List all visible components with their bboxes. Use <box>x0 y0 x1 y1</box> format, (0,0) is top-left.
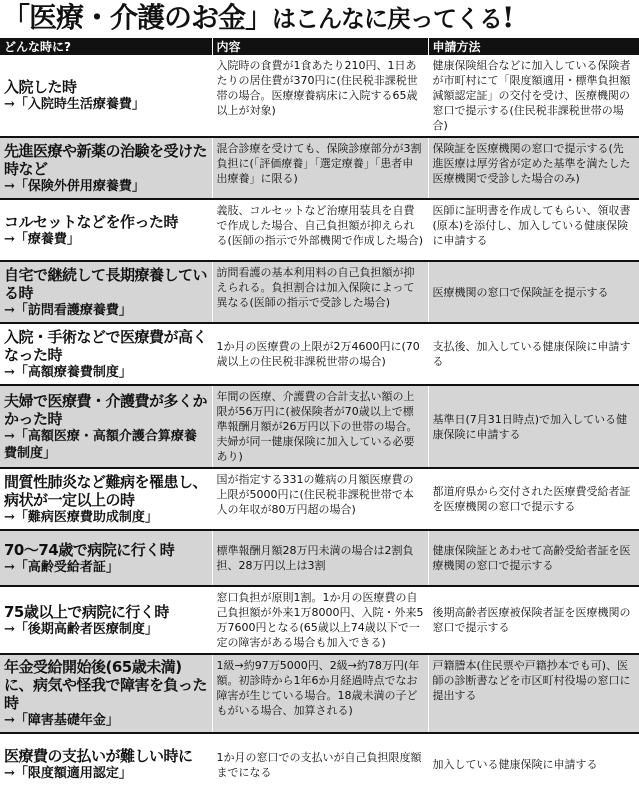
system-name: →「難病医療費助成制度」 <box>4 509 158 525</box>
system-name: →「限度額適用認定」 <box>4 766 132 781</box>
content-cell: 訪問看護の基本利用料の自己負担額が抑えられる。負担割合は加入保険によって異なる(医師の指示で受診した場合) <box>212 261 428 323</box>
content-cell: 義肢、コルセットなど治療用装具を自費で作成した場合、自己負担額が抑えられる(医師の指示で外部機関で作成した場合) <box>212 199 428 261</box>
table-row <box>0 137 639 199</box>
method-cell: 加入している健康保険に申請する <box>428 733 639 795</box>
title-main: 「医療・介護のお金」 <box>2 1 273 34</box>
table-row <box>0 654 639 733</box>
method-cell: 基準日(7月31日時点)で加入している健康保険に申請する <box>428 385 639 468</box>
situation-cell <box>0 733 212 795</box>
table-row <box>0 530 639 586</box>
system-name: →「高額療養費制度」 <box>4 364 132 380</box>
content-cell: 1か月の医療費の上限が2万4600円に(70歳以上の住民税非課税世帯の場合) <box>212 323 428 385</box>
content-cell: 年間の医療、介護費の合計支払い額の上限が56万円に(被保険者が70歳以上で標準報酬月額が26万円以下の世帯の場合。夫婦が同一健康保険に加入している必要あり) <box>212 385 428 468</box>
table-row <box>0 586 639 654</box>
method-cell: 戸籍謄本(住民票や戸籍抄本でも可)、医師の診断書などを市区町村役場の窓口に提出する <box>428 654 639 733</box>
method-cell: 健康保険証とあわせて高齢受給者証を医療機関の窓口で提示する <box>428 530 639 586</box>
content-cell: 窓口負担が原則1割。1か月の医療費の自己負担額が外来1万8000円、入院・外来5万7600円となる(65歳以上74歳以下で一定の障害がある場合も加入できる) <box>212 586 428 654</box>
situation-cell <box>0 55 212 137</box>
situation-title: 入院した時 <box>4 78 77 96</box>
title-suffix: はこんなに戻ってくる <box>272 4 503 33</box>
situation-title: コルセットなどを作った時 <box>4 212 179 231</box>
page-title <box>0 0 639 36</box>
table-row <box>0 199 639 261</box>
system-name: →「障害基礎年金」 <box>4 713 119 728</box>
situation-title: 70〜74歳で病院に行く時 <box>4 540 175 559</box>
situation-cell <box>0 199 212 261</box>
situation-title: 医療費の支払いが難しい時に <box>4 747 193 765</box>
situation-cell <box>0 468 212 530</box>
table-body <box>0 55 639 795</box>
content-cell: 1か月の窓口での支払いが自己負担限度額までになる <box>212 733 428 795</box>
table-row <box>0 261 639 323</box>
situation-title: 間質性肺炎など難病を罹患し、病状が一定以上の時 <box>4 472 208 509</box>
situation-cell <box>0 261 212 323</box>
situation-title: 年金受給開始後(65歳未満)に、病気や怪我で障害を負った時 <box>4 658 208 712</box>
situation-title: 先進医療や新薬の治験を受けた時など <box>4 141 208 178</box>
content-cell: 入院時の食費が1食あたり210円、1日あたりの居住費が370円に(住民税非課税世帯の場合。医療療養病床に入院する65歳以上が対象) <box>212 55 428 137</box>
method-cell: 支払後、加入している健康保険に申請する <box>428 323 639 385</box>
system-name: →「入院時生活療養費」 <box>4 97 145 112</box>
table-row <box>0 733 639 795</box>
content-cell: 国が指定する331の難病の月額医療費の上限が5000円に(住民税非課税世帯で本人の年収が80万円超の場合) <box>212 468 428 530</box>
title-bang: ! <box>502 1 514 34</box>
system-name: →「高齢受給者証」 <box>4 559 119 575</box>
header-content: 内容 <box>212 38 428 55</box>
system-name: →「療養費」 <box>4 231 80 247</box>
situation-title: 夫婦で医療費・介護費が多くかかった時 <box>4 391 208 428</box>
system-name: →「高額医療・高額介護合算療養費制度」 <box>4 428 197 461</box>
header-situation: どんな時に? <box>0 38 212 55</box>
system-name: →「後期高齢者医療制度」 <box>4 621 158 637</box>
benefits-table <box>0 38 639 795</box>
situation-title: 自宅で継続して長期療養している時 <box>4 265 208 302</box>
situation-cell <box>0 586 212 654</box>
table-row <box>0 468 639 530</box>
method-cell: 医師に証明書を作成してもらい、領収書(原本)を添付し、加入している健康保険に申請する <box>428 199 639 261</box>
situation-title: 入院・手術などで医療費が高くなった時 <box>4 327 208 364</box>
table-header-row <box>0 38 639 55</box>
method-cell: 後期高齢者医療被保険者証を医療機関の窓口で提示する <box>428 586 639 654</box>
method-cell: 健康保険組合などに加入している保険者が市町村にて「限度額適用・標準負担額減額認定証」の交付を受け、医療機関の窓口で提示する(住民税非課税世帯の場合) <box>428 55 639 137</box>
situation-cell <box>0 385 212 468</box>
content-cell: 標準報酬月額28万円未満の場合は2割負担、28万円以上は3割 <box>212 530 428 586</box>
content-cell: 混合診療を受けても、保険診療部分が3割負担に(「評価療養」「選定療養」「患者申出療養」に限る) <box>212 137 428 199</box>
method-cell: 医療機関の窓口で保険証を提示する <box>428 261 639 323</box>
table-row <box>0 55 639 137</box>
system-name: →「保険外併用療養費」 <box>4 178 145 194</box>
method-cell: 都道府県から交付された医療費受給者証を医療機関の窓口で提示する <box>428 468 639 530</box>
method-cell: 保険証を医療機関の窓口で提示する(先進医療は厚労省が定めた基準を満たした医療機関で受診した場合のみ) <box>428 137 639 199</box>
system-name: →「訪問看護療養費」 <box>4 302 132 318</box>
table-row <box>0 385 639 468</box>
situation-cell <box>0 530 212 586</box>
situation-cell <box>0 137 212 199</box>
content-cell: 1級→約97万5000円、2級→約78万円(年額。初診時から1年6か月経過時点でなお障害が生じている場合。18歳未満の子どもがいる場合、加算される) <box>212 654 428 733</box>
situation-title: 75歳以上で病院に行く時 <box>4 602 169 621</box>
header-method: 申請方法 <box>428 38 639 55</box>
situation-cell <box>0 323 212 385</box>
situation-cell <box>0 654 212 733</box>
table-row <box>0 323 639 385</box>
